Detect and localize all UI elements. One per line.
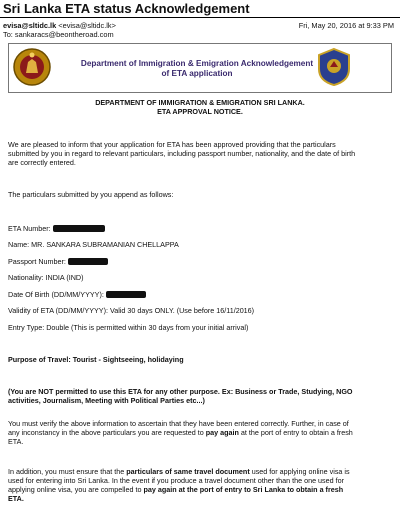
approval-paragraph: We are pleased to inform that your application for ETA has been approved providing that the particulars submitted by you in regard to relevant particulars, including passport number, nationality, and the date of birth are correctly entered. bbox=[8, 140, 356, 167]
purpose-of-travel: Purpose of Travel: Tourist - Sightseeing, holidaying bbox=[8, 355, 184, 364]
header-divider bbox=[0, 17, 400, 18]
to-label: To: bbox=[3, 30, 13, 39]
recipient[interactable] bbox=[3, 30, 114, 39]
dob-row: Date Of Birth (DD/MM/YYYY): bbox=[8, 290, 392, 299]
name-row: Name: MR. SANKARA SUBRAMANIAN CHELLAPPA bbox=[8, 240, 179, 249]
eta-number-row: ETA Number: bbox=[8, 224, 392, 233]
department-banner bbox=[8, 43, 392, 93]
addition-paragraph: In addition, you must ensure that the particulars of same travel document used for applying online visa is used for entering into Sri Lanka. In the event if you produce a travel document other than the one used for applying online visa, you are compelled to pay again at the port of entry to Sri Lanka to obtain a fresh ETA. bbox=[8, 467, 350, 503]
validity-row: Validity of ETA (DD/MM/YYYY): Valid 30 days ONLY. (Use before 16/11/2016) bbox=[8, 306, 255, 315]
particulars-intro: The particulars submitted by you append as follows: bbox=[8, 190, 174, 199]
sender-address: <evisa@sltidc.lk> bbox=[58, 21, 116, 30]
sri-lanka-emblem-icon bbox=[12, 47, 52, 87]
verify-paragraph: You must verify the above information to ascertain that they have been entered correctly. Further, in case of any inconstancy in the above particulars you are requested to pay again at the port of entry to obtain a fresh ETA. bbox=[8, 419, 353, 446]
email-subject: Sri Lanka ETA status Acknowledgement bbox=[3, 1, 250, 16]
passport-row: Passport Number: bbox=[8, 257, 392, 266]
redaction-mark bbox=[53, 225, 105, 232]
nationality-row: Nationality: INDIA (IND) bbox=[8, 273, 84, 282]
banner-title: Department of Immigration & Emigration Acknowledgement of ETA application bbox=[80, 59, 314, 78]
immigration-emblem-icon bbox=[315, 47, 353, 87]
redaction-mark bbox=[68, 258, 108, 265]
sender[interactable] bbox=[3, 21, 116, 30]
email-date: Fri, May 20, 2016 at 9:33 PM bbox=[298, 21, 394, 30]
sender-name: evisa@sltidc.lk bbox=[3, 21, 57, 30]
purpose-warning: (You are NOT permitted to use this ETA for any other purpose. Ex: Business or Trade, Studying, NGO activities, Journalism, Meeting with Political Parties etc...) bbox=[8, 387, 353, 405]
redaction-mark bbox=[106, 291, 146, 298]
entry-type-row: Entry Type: Double (This is permitted within 30 days from your initial arrival) bbox=[8, 323, 249, 332]
approval-notice-heading: DEPARTMENT OF IMMIGRATION & EMIGRATION SRI LANKA. ETA APPROVAL NOTICE. bbox=[95, 98, 305, 116]
recipient-address: sankaracs@beontheroad.com bbox=[14, 30, 114, 39]
